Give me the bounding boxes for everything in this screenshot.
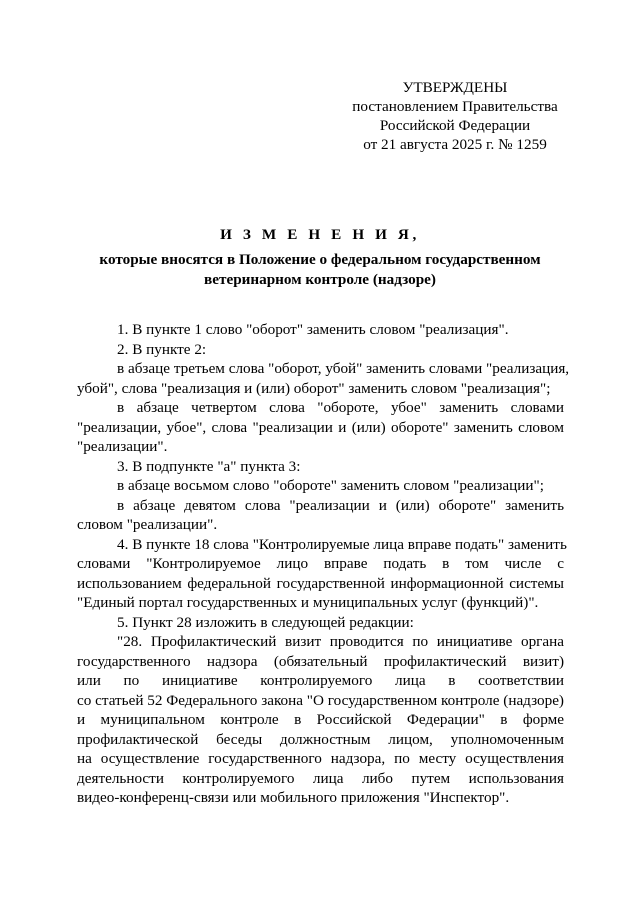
body-line: использованием федеральной государственной информационной системы <box>77 574 564 592</box>
subtitle-line: ветеринарном контроле (надзоре) <box>204 270 436 288</box>
body-line: словами "Контролируемое лицо вправе подать в том числе с <box>77 555 564 572</box>
body-line: в абзаце третьем слова "оборот, убой" заменить словами "реализация, <box>117 360 570 377</box>
body-line: и муниципальном контроле в Российской Федерации" в форме <box>77 711 564 728</box>
body-line: государственного надзора (обязательный профилактический визит) <box>77 652 564 670</box>
body-line: в абзаце четвертом слова "обороте, убое" заменить словами <box>117 399 564 416</box>
approval-heading: УТВЕРЖДЕНЫ <box>402 79 508 96</box>
approval-block <box>330 78 580 154</box>
body-line: 5. Пункт 28 изложить в следующей редакции: <box>117 613 414 631</box>
body-line: видео-конференц-связи или мобильного приложения "Инспектор". <box>77 789 510 806</box>
approval-line: от 21 августа 2025 г. № 1259 <box>363 136 547 153</box>
body-line: 3. В подпункте "а" пункта 3: <box>117 457 301 475</box>
approval-line: постановлением Правительства <box>352 98 558 115</box>
subtitle-line: которые вносятся в Положение о федеральном государственном <box>99 251 541 268</box>
body-line: "реализации, убое", слова "реализации и (или) обороте" заменить словом <box>77 418 564 436</box>
body-line: "Единый портал государственных и муниципальных услуг (функций)". <box>77 594 539 611</box>
body-line: в абзаце девятом слова "реализации и (или) обороте" заменить <box>117 496 564 514</box>
body-line: на осуществление государственного надзора, по месту осуществления <box>77 750 564 767</box>
body-line: или по инициативе контролируемого лица в соответствии <box>77 672 564 689</box>
approval-line: Российской Федерации <box>379 117 531 134</box>
document-title: И З М Е Н Е Н И Я, <box>220 226 420 243</box>
body-line: 4. В пункте 18 слова "Контролируемые лица вправе подать" заменить <box>117 535 567 553</box>
document-subtitle <box>70 250 570 289</box>
body-line: словом "реализации". <box>77 516 218 533</box>
document-body <box>77 320 570 808</box>
body-line: со статьей 52 Федерального закона "О государственном контроле (надзоре) <box>77 691 564 709</box>
body-line: убой", слова "реализация и (или) оборот" заменить словом "реализация"; <box>77 379 551 397</box>
body-line: "28. Профилактический визит проводится по инициативе органа <box>117 633 564 650</box>
body-line: 1. В пункте 1 слово "оборот" заменить словом "реализация". <box>117 321 509 338</box>
body-line: деятельности контролируемого лица либо путем использования <box>77 769 564 787</box>
body-line: 2. В пункте 2: <box>117 340 207 358</box>
body-line: в абзаце восьмом слово "обороте" заменить словом "реализации"; <box>117 477 544 494</box>
body-line: профилактической беседы должностным лицом, уполномоченным <box>77 730 564 748</box>
body-line: "реализации". <box>77 438 168 455</box>
